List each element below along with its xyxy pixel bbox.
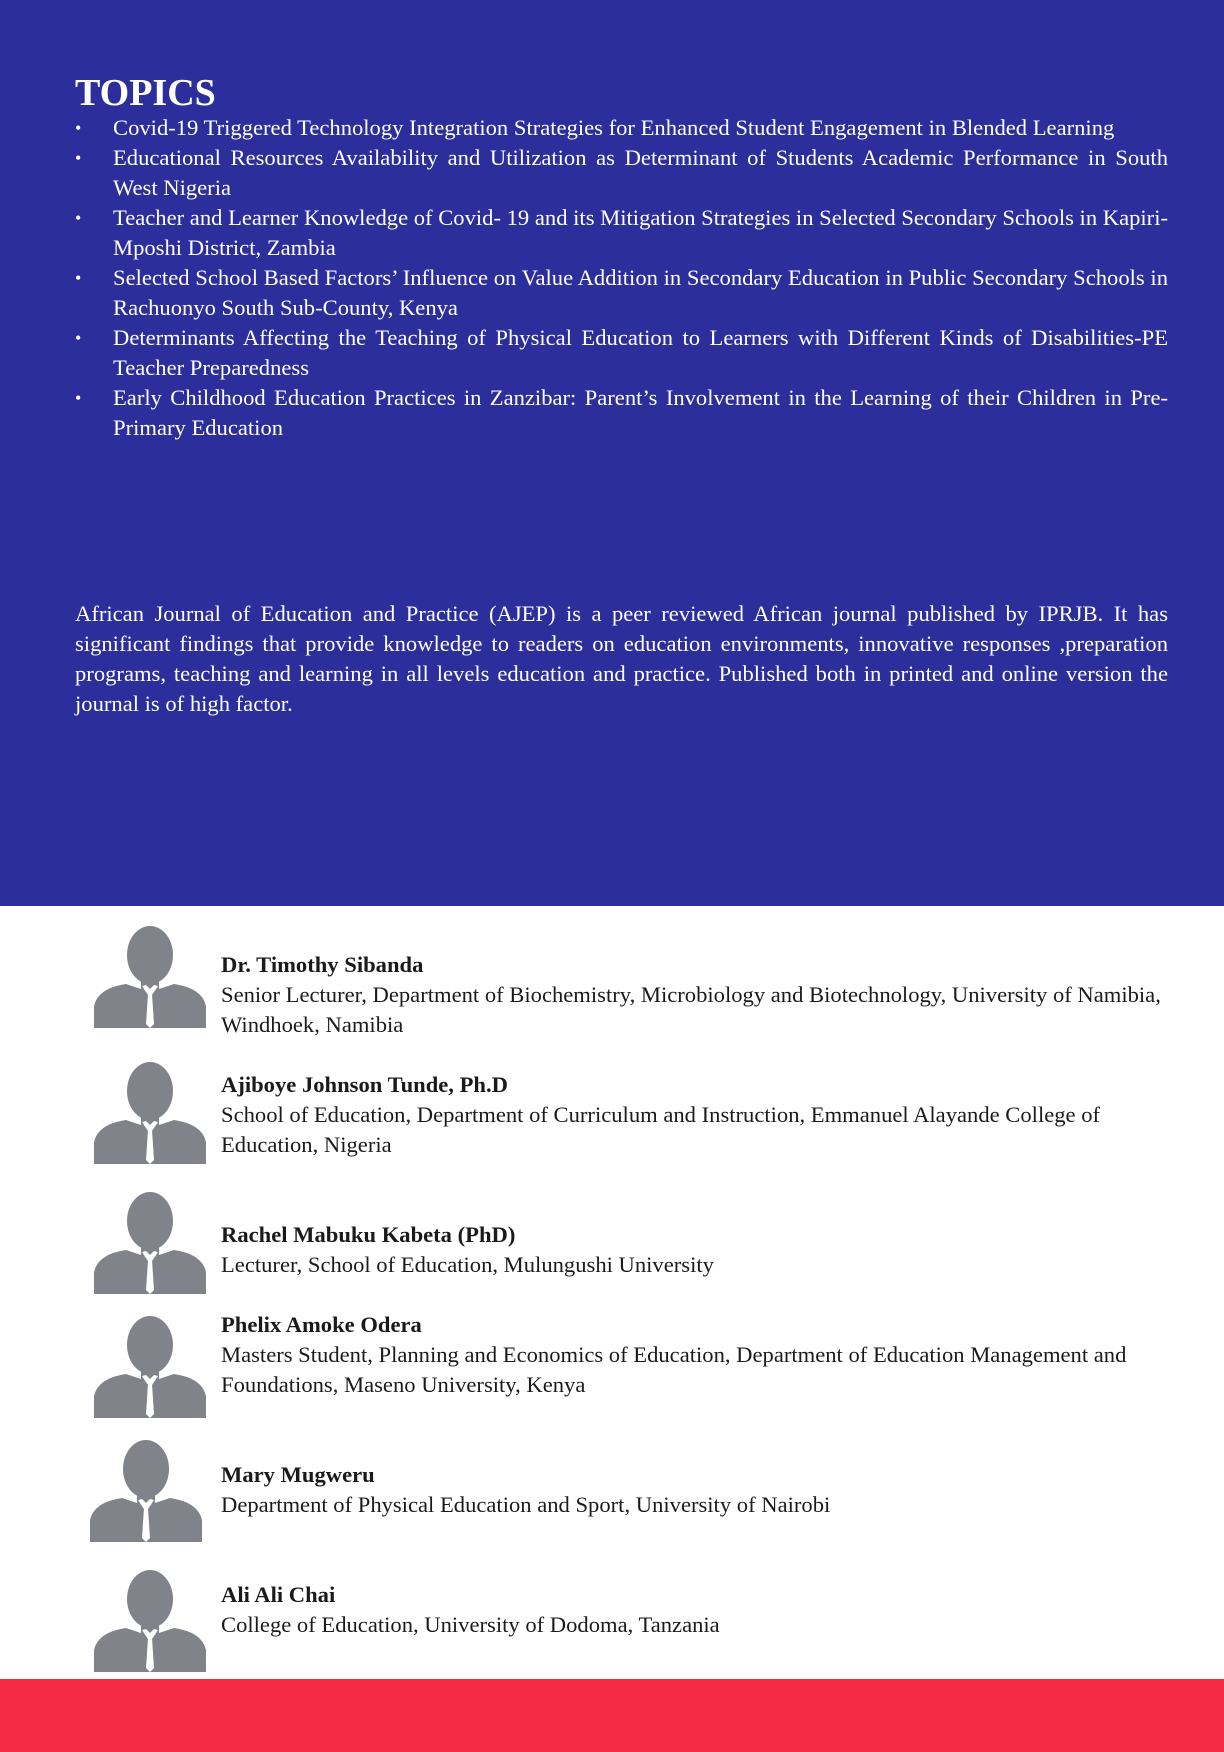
- author-affiliation: Senior Lecturer, Department of Biochemistry, Microbiology and Biotechnology, University of Namibia, Windhoek, Namibia: [221, 982, 1161, 1037]
- topic-item: [75, 203, 1168, 263]
- bullet-icon: •: [75, 118, 82, 138]
- topic-item: [75, 143, 1168, 203]
- bullet-icon: •: [75, 328, 82, 348]
- author-name: Ajiboye Johnson Tunde, Ph.D: [221, 1072, 508, 1097]
- person-silhouette-icon: [92, 1566, 208, 1672]
- topic-text: Early Childhood Education Practices in Zanzibar: Parent’s Involvement in the Learning of their Children in Pre-Primary Education: [113, 385, 1168, 440]
- author-info: [221, 1580, 1171, 1640]
- topic-item: [75, 263, 1168, 323]
- author-affiliation: Masters Student, Planning and Economics of Education, Department of Education Management and Foundations, Maseno University, Kenya: [221, 1342, 1127, 1397]
- person-silhouette-icon: [92, 1188, 208, 1294]
- author-info: [221, 1070, 1171, 1160]
- topic-text: Determinants Affecting the Teaching of Physical Education to Learners with Different Kinds of Disabilities-PE Teacher Preparedness: [113, 325, 1168, 380]
- bullet-icon: •: [75, 388, 82, 408]
- footer-band: [0, 1679, 1224, 1752]
- author-name: Mary Mugweru: [221, 1462, 375, 1487]
- topics-heading: TOPICS: [75, 72, 216, 114]
- bullet-icon: •: [75, 208, 82, 228]
- author-affiliation: Lecturer, School of Education, Mulungushi University: [221, 1252, 714, 1277]
- journal-description: African Journal of Education and Practice (AJEP) is a peer reviewed African journal published by IPRJB. It has significant findings that provide knowledge to readers on education environments, innovative responses ,preparation programs, teaching and learning in all levels education and practice. Published both in printed and online version the journal is of high factor.: [75, 601, 1168, 716]
- author-affiliation: Department of Physical Education and Sport, University of Nairobi: [221, 1492, 831, 1517]
- topic-text: Covid-19 Triggered Technology Integration Strategies for Enhanced Student Engagement in Blended Learning: [113, 115, 1115, 140]
- topic-text: Educational Resources Availability and Utilization as Determinant of Students Academic Performance in South West Nigeria: [113, 145, 1168, 200]
- topic-item: [75, 383, 1168, 443]
- author-name: Rachel Mabuku Kabeta (PhD): [221, 1222, 516, 1247]
- topic-text: Teacher and Learner Knowledge of Covid- 19 and its Mitigation Strategies in Selected Secondary Schools in Kapiri- Mposhi District, Zambia: [113, 205, 1169, 260]
- topic-item: [75, 323, 1168, 383]
- author-info: [221, 1220, 1171, 1280]
- person-silhouette-icon: [92, 1312, 208, 1418]
- author-affiliation: School of Education, Department of Curriculum and Instruction, Emmanuel Alayande College of Education, Nigeria: [221, 1102, 1101, 1157]
- author-info: [221, 1460, 1171, 1520]
- topic-text: Selected School Based Factors’ Influence on Value Addition in Secondary Education in Public Secondary Schools in Rachuonyo South Sub-County, Kenya: [113, 265, 1168, 320]
- topics-list: [75, 113, 1168, 443]
- author-info: [221, 950, 1171, 1040]
- topic-item: [75, 113, 1168, 143]
- author-name: Ali Ali Chai: [221, 1582, 336, 1607]
- bullet-icon: •: [75, 268, 82, 288]
- person-silhouette-icon: [92, 922, 208, 1028]
- bullet-icon: •: [75, 148, 82, 168]
- author-affiliation: College of Education, University of Dodoma, Tanzania: [221, 1612, 720, 1637]
- person-silhouette-icon: [88, 1436, 204, 1542]
- person-silhouette-icon: [92, 1058, 208, 1164]
- author-info: [221, 1310, 1171, 1400]
- author-name: Phelix Amoke Odera: [221, 1312, 422, 1337]
- author-name: Dr. Timothy Sibanda: [221, 952, 424, 977]
